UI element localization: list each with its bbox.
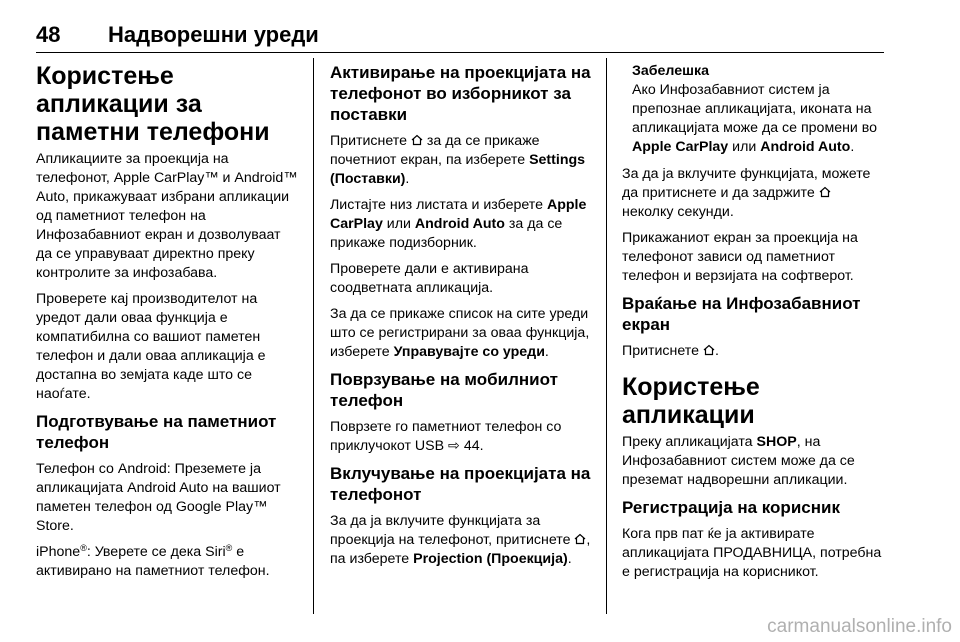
paragraph-registration: Кога прв пат ќе ја активирате апликацијата ПРОДАВНИЦА, потребна е регистрација на корисникот. bbox=[622, 526, 882, 580]
column-divider-1 bbox=[313, 58, 314, 614]
column-divider-2 bbox=[606, 58, 607, 614]
paragraph-device-list: За да се прикаже список на сите уреди што се регистрирани за оваа функција, изберете Управувајте со уреди. bbox=[330, 306, 590, 360]
heading-connect-phone: Поврзување на мобилниот телефон bbox=[330, 370, 558, 410]
paragraph-compatibility: Проверете кај производителот на уредот дали оваа функција е компатибилна со вашиот паметен телефон и дали оваа апликација е достапна во земјата каде што се наоѓате. bbox=[36, 291, 266, 402]
paragraph-usb: Поврзете го паметниот телефон со приклучокот USB ⇨ 44. bbox=[330, 419, 562, 454]
paragraph-projection: За да ја вклучите функцијата за проекција на телефонот, притиснете , па изберете Projection (Проекција). bbox=[330, 513, 591, 567]
note-box bbox=[632, 62, 884, 157]
paragraph-settings: Притиснете за да се прикаже почетниот екран, па изберете Settings (Поставки). bbox=[330, 133, 586, 187]
paragraph-android: Телефон со Android: Преземете ја апликацијата Android Auto на вашиот паметен телефон од Google Play™ Store. bbox=[36, 461, 281, 534]
home-icon bbox=[819, 186, 831, 198]
home-icon bbox=[411, 134, 423, 146]
page-header bbox=[36, 22, 884, 50]
paragraph-intro: Апликациите за проекција на телефонот, Apple CarPlay™ и Android™ Auto, прикажуваат избрани апликации од паметниот телефон на Инфозабавниот екран и дозволуваат да се управуваат директно преку контролите за инфозабава. bbox=[36, 151, 298, 281]
heading-return-infotainment: Враќање на Инфозабавниот екран bbox=[622, 294, 861, 334]
header-rule bbox=[36, 52, 884, 53]
heading-prepare-phone: Подготвување на паметниот телефон bbox=[36, 412, 277, 452]
column-1 bbox=[36, 62, 298, 588]
page-reference-icon: ⇨ bbox=[448, 438, 460, 454]
heading-enable-projection: Вклучување на проекцијата на телефонот bbox=[330, 464, 591, 504]
paragraph-press-home: Притиснете . bbox=[622, 343, 719, 359]
paragraph-iphone: iPhone®: Уверете се дека Siri® е активирано на паметниот телефон. bbox=[36, 543, 270, 579]
column-2 bbox=[330, 62, 592, 576]
heading-activate-projection: Активирање на проекцијата на телефонот во изборникот за поставки bbox=[330, 63, 591, 124]
watermark: carmanualsonline.info bbox=[767, 616, 952, 637]
note-text: Ако Инфозабавниот систем ја препознае апликацијата, иконата на апликацијата може да се промени во Apple CarPlay или Android Auto. bbox=[632, 82, 878, 155]
note-title: Забелешка bbox=[632, 63, 709, 79]
home-icon bbox=[703, 344, 715, 356]
heading-user-registration: Регистрација на корисник bbox=[622, 498, 840, 517]
heading-using-apps: Користење апликации bbox=[622, 373, 760, 429]
section-title: Надворешни уреди bbox=[108, 22, 319, 47]
home-icon bbox=[574, 533, 586, 545]
heading-smartphone-apps: Користење апликации за паметни телефони bbox=[36, 62, 270, 146]
paragraph-submenu: Листајте низ листата и изберете Apple CarPlay или Android Auto за да се прикаже подизборник. bbox=[330, 197, 587, 251]
page-number: 48 bbox=[36, 22, 61, 47]
paragraph-hold: За да ја вклучите функцијата, можете да притиснете и да задржите неколку секунди. bbox=[622, 166, 871, 220]
paragraph-check-app: Проверете дали е активирана соодветната апликација. bbox=[330, 261, 529, 296]
paragraph-screen-depends: Прикажаниот екран за проекција на телефонот зависи од паметниот телефон и верзијата на софтверот. bbox=[622, 230, 858, 284]
paragraph-shop: Преку апликацијата SHOP, на Инфозабавниот систем може да се преземат надворешни апликации. bbox=[622, 434, 855, 488]
column-3 bbox=[622, 62, 884, 589]
